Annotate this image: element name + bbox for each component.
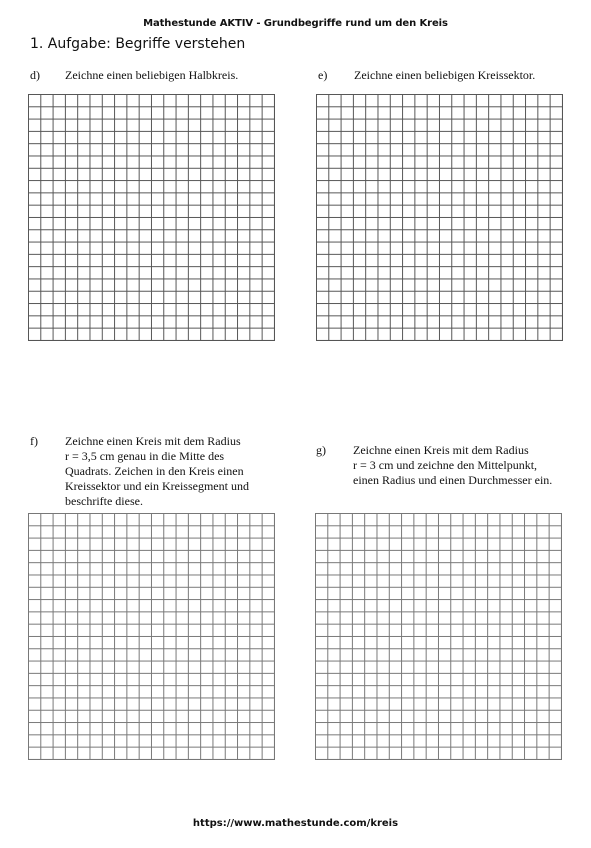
task-g-line: r = 3 cm und zeichne den Mittelpunkt, [353, 458, 538, 472]
task-f-grid [28, 513, 275, 760]
task-g-text [353, 443, 552, 488]
worksheet-header-title: Mathestunde AKTIV - Grundbegriffe rund um den Kreis [143, 18, 448, 29]
task-g-line: einen Radius und einen Durchmesser ein. [353, 473, 553, 487]
task-g-letter: g) [316, 443, 326, 457]
task-d-grid [28, 94, 275, 341]
task-d-line: Zeichne einen beliebigen Halbkreis. [65, 68, 239, 82]
task-f-line: r = 3,5 cm genau in die Mitte des [65, 449, 225, 463]
task-f-letter: f) [30, 434, 38, 448]
task-f-line: Kreissektor und ein Kreissegment und [65, 479, 249, 493]
task-e-grid [316, 94, 563, 341]
task-f-text [65, 434, 249, 509]
task-f-line: Zeichne einen Kreis mit dem Radius [65, 434, 241, 448]
section-title: 1. Aufgabe: Begriffe verstehen [30, 36, 246, 52]
task-e-letter: e) [318, 68, 328, 82]
footer-url[interactable]: https://www.mathestunde.com/kreis [192, 818, 399, 829]
task-g-grid [315, 513, 562, 760]
task-e-text [354, 68, 535, 83]
task-d-letter: d) [30, 68, 40, 82]
task-f-line: beschrifte diese. [65, 494, 143, 508]
task-f-line: Quadrats. Zeichen in den Kreis einen [65, 464, 244, 478]
task-d-text [65, 68, 238, 83]
task-e-line: Zeichne einen beliebigen Kreissektor. [354, 68, 536, 82]
task-g-line: Zeichne einen Kreis mit dem Radius [353, 443, 529, 457]
